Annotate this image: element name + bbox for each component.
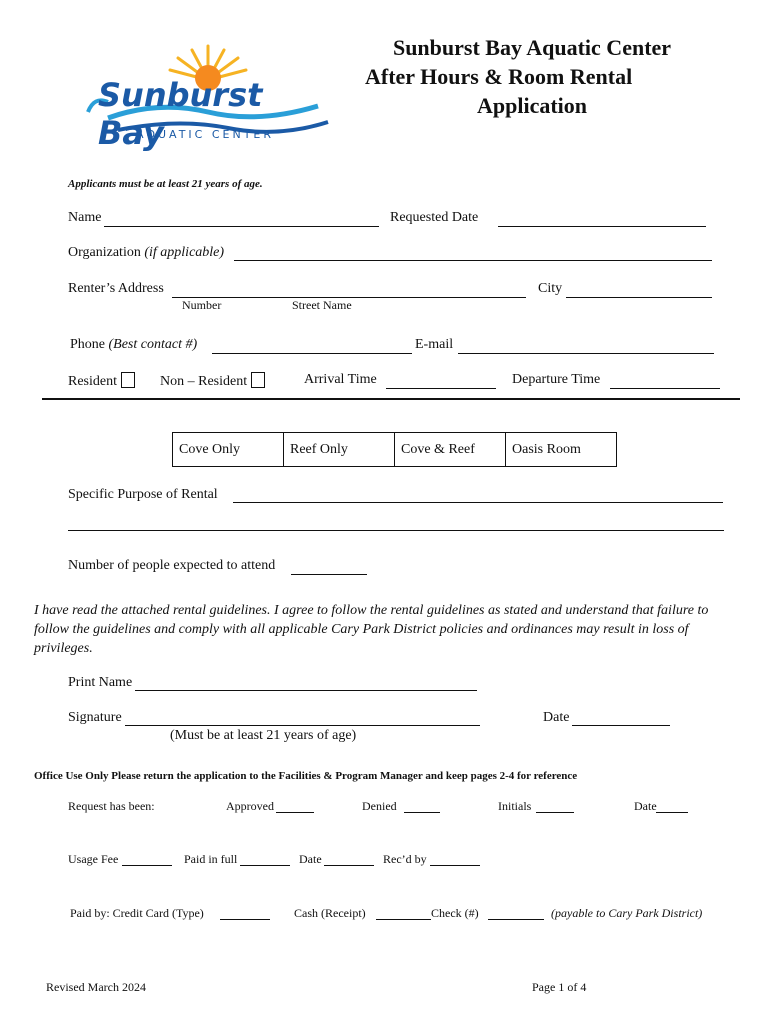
phone-field[interactable]	[212, 353, 412, 354]
organization-label	[68, 245, 224, 261]
date-label: Date	[543, 710, 570, 725]
city-field[interactable]	[566, 297, 712, 298]
payable-note: (payable to Cary Park District)	[551, 906, 703, 920]
arrival-label: Arrival Time	[304, 372, 377, 387]
date2-field[interactable]	[324, 865, 374, 866]
email-label: E-mail	[415, 337, 454, 352]
requested-date-label: Requested Date	[390, 210, 479, 225]
purpose-field[interactable]	[233, 502, 723, 503]
attendance-field[interactable]	[291, 574, 367, 575]
title-line-1: Sunburst Bay Aquatic Center	[392, 35, 672, 60]
denied-field[interactable]	[404, 812, 440, 813]
section-divider	[42, 398, 740, 400]
title-line-2: After Hours & Room Rental	[365, 64, 633, 89]
print-name-field[interactable]	[135, 690, 477, 691]
phone-label	[70, 337, 197, 353]
room-option[interactable]: Cove Only	[173, 433, 284, 467]
title-line-3: Application	[476, 93, 588, 118]
paid-in-full-label: Paid in full	[184, 852, 238, 866]
purpose-label: Specific Purpose of Rental	[68, 487, 218, 502]
resident-label: Resident	[68, 374, 117, 389]
cash-receipt-field[interactable]	[376, 919, 431, 920]
non-resident-checkbox[interactable]	[251, 372, 265, 388]
departure-field[interactable]	[610, 388, 720, 389]
denied-label: Denied	[362, 799, 397, 813]
phone-text: Phone	[70, 337, 105, 352]
request-has-been-label: Request has been:	[68, 799, 155, 813]
resident-option	[68, 372, 135, 390]
organization-text: Organization	[68, 245, 141, 260]
office-date-label: Date	[634, 799, 657, 813]
name-field[interactable]	[104, 226, 379, 227]
room-option[interactable]: Oasis Room	[506, 433, 617, 467]
paid-by-label: Paid by: Credit Card (Type)	[70, 906, 204, 920]
paid-in-full-field[interactable]	[240, 865, 290, 866]
room-option[interactable]: Reef Only	[284, 433, 395, 467]
resident-checkbox[interactable]	[121, 372, 135, 388]
phone-note: (Best contact #)	[108, 337, 198, 352]
agreement-statement: I have read the attached rental guidelines. I agree to follow the rental guidelines as stated and understand that failure to follow the guidelines and comply with all applicable Cary Park District policies and ordinances may result in loss of privileges.	[34, 603, 709, 656]
age-note: Applicants must be at least 21 years of age.	[68, 178, 263, 190]
age-reminder: (Must be at least 21 years of age)	[170, 728, 357, 743]
logo-subtitle: AQUATIC CENTER	[136, 128, 275, 141]
arrival-field[interactable]	[386, 388, 496, 389]
check-number-field[interactable]	[488, 919, 544, 920]
organization-field[interactable]	[234, 260, 712, 261]
city-label: City	[538, 281, 563, 296]
requested-date-field[interactable]	[498, 226, 706, 227]
date2-label: Date	[299, 852, 322, 866]
office-date-field[interactable]	[656, 812, 688, 813]
recd-by-label: Rec’d by	[383, 852, 427, 866]
attendance-label: Number of people expected to attend	[68, 558, 276, 573]
cash-label: Cash (Receipt)	[294, 906, 366, 920]
signature-label: Signature	[68, 710, 122, 725]
address-label: Renter’s Address	[68, 281, 164, 296]
usage-fee-label: Usage Fee	[68, 852, 119, 866]
page-number: Page 1 of 4	[532, 980, 587, 994]
check-label: Check (#)	[431, 906, 479, 920]
number-hint: Number	[182, 298, 222, 312]
initials-label: Initials	[498, 799, 532, 813]
organization-note: (if applicable)	[144, 245, 225, 260]
name-label: Name	[68, 210, 102, 225]
approved-field[interactable]	[276, 812, 314, 813]
approved-label: Approved	[226, 799, 274, 813]
purpose-field-line-2[interactable]	[68, 530, 724, 531]
print-name-label: Print Name	[68, 675, 133, 690]
logo-wordmark: Sunburst Bay	[98, 76, 263, 152]
initials-field[interactable]	[536, 812, 574, 813]
office-use-heading: Office Use Only Please return the application to the Facilities & Program Manager and keep pages 2-4 for reference	[34, 770, 578, 782]
form-title	[348, 33, 716, 120]
signature-field[interactable]	[125, 725, 480, 726]
email-field[interactable]	[458, 353, 714, 354]
non-resident-label: Non – Resident	[160, 374, 248, 389]
departure-label: Departure Time	[512, 372, 601, 387]
credit-card-type-field[interactable]	[220, 919, 270, 920]
recd-by-field[interactable]	[430, 865, 480, 866]
non-resident-option	[160, 372, 265, 390]
date-field[interactable]	[572, 725, 670, 726]
usage-fee-field[interactable]	[122, 865, 172, 866]
logo	[78, 40, 338, 150]
room-options-table	[172, 432, 617, 467]
street-hint: Street Name	[292, 298, 352, 312]
revised-date: Revised March 2024	[46, 980, 146, 994]
room-option[interactable]: Cove & Reef	[395, 433, 506, 467]
